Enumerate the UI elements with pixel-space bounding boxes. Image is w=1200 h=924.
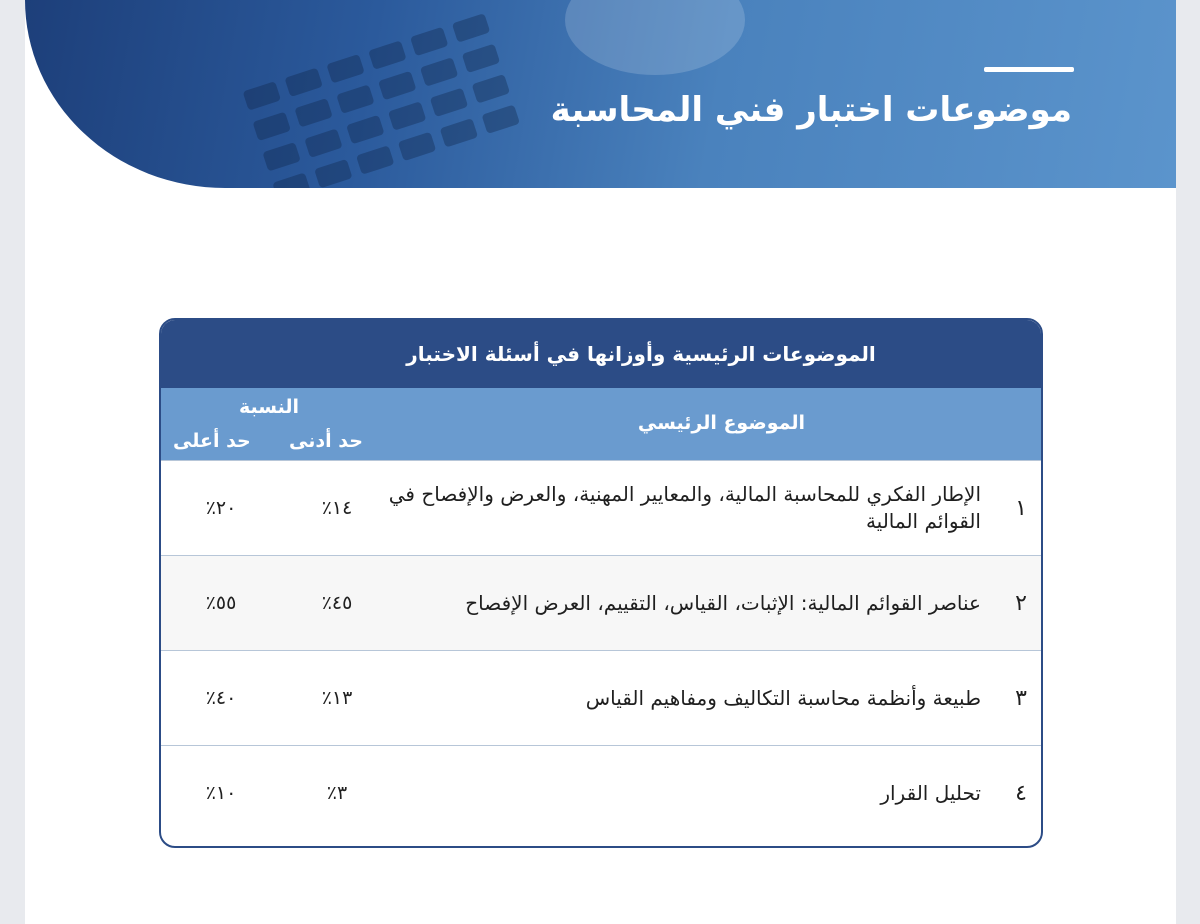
row-topic: طبيعة وأنظمة محاسبة التكاليف ومفاهيم القياس — [585, 685, 981, 710]
header-min: حد أدنى — [289, 430, 363, 452]
header-ratio: النسبة — [239, 396, 300, 418]
row-number: ٤ — [1015, 780, 1027, 806]
row-topic: عناصر القوائم المالية: الإثبات، القياس، التقييم، العرض الإفصاح — [465, 590, 981, 615]
row-topic: الإطار الفكري للمحاسبة المالية، والمعايير المهنية، والعرض والإفصاح في القوائم المالية — [388, 482, 981, 533]
table-row — [161, 555, 1041, 650]
row-number: ٣ — [1015, 685, 1027, 711]
row-max: ٥٥٪ — [205, 592, 237, 614]
table-title: الموضوعات الرئيسية وأوزانها في أسئلة الاختبار — [161, 320, 1041, 388]
row-max: ٤٠٪ — [205, 687, 237, 709]
row-max: ١٠٪ — [205, 782, 237, 804]
row-min: ١٣٪ — [321, 687, 353, 709]
topics-table — [159, 318, 1043, 848]
title-rule — [984, 67, 1074, 72]
row-max: ٢٠٪ — [205, 497, 237, 519]
row-min: ١٤٪ — [321, 497, 353, 519]
header-max: حد أعلى — [173, 430, 251, 452]
row-min: ٤٥٪ — [321, 592, 353, 614]
page — [25, 0, 1176, 924]
header-banner — [25, 0, 1176, 188]
table-row — [161, 650, 1041, 745]
table-row — [161, 745, 1041, 840]
row-number: ١ — [1015, 495, 1027, 521]
header-main-topic: الموضوع الرئيسي — [637, 412, 805, 434]
table-row — [161, 460, 1041, 555]
row-number: ٢ — [1015, 590, 1027, 616]
table-header — [161, 388, 1041, 460]
row-min: ٣٪ — [326, 782, 348, 804]
page-title: موضوعات اختبار فني المحاسبة — [550, 90, 1072, 130]
row-topic: تحليل القرار — [880, 780, 981, 805]
